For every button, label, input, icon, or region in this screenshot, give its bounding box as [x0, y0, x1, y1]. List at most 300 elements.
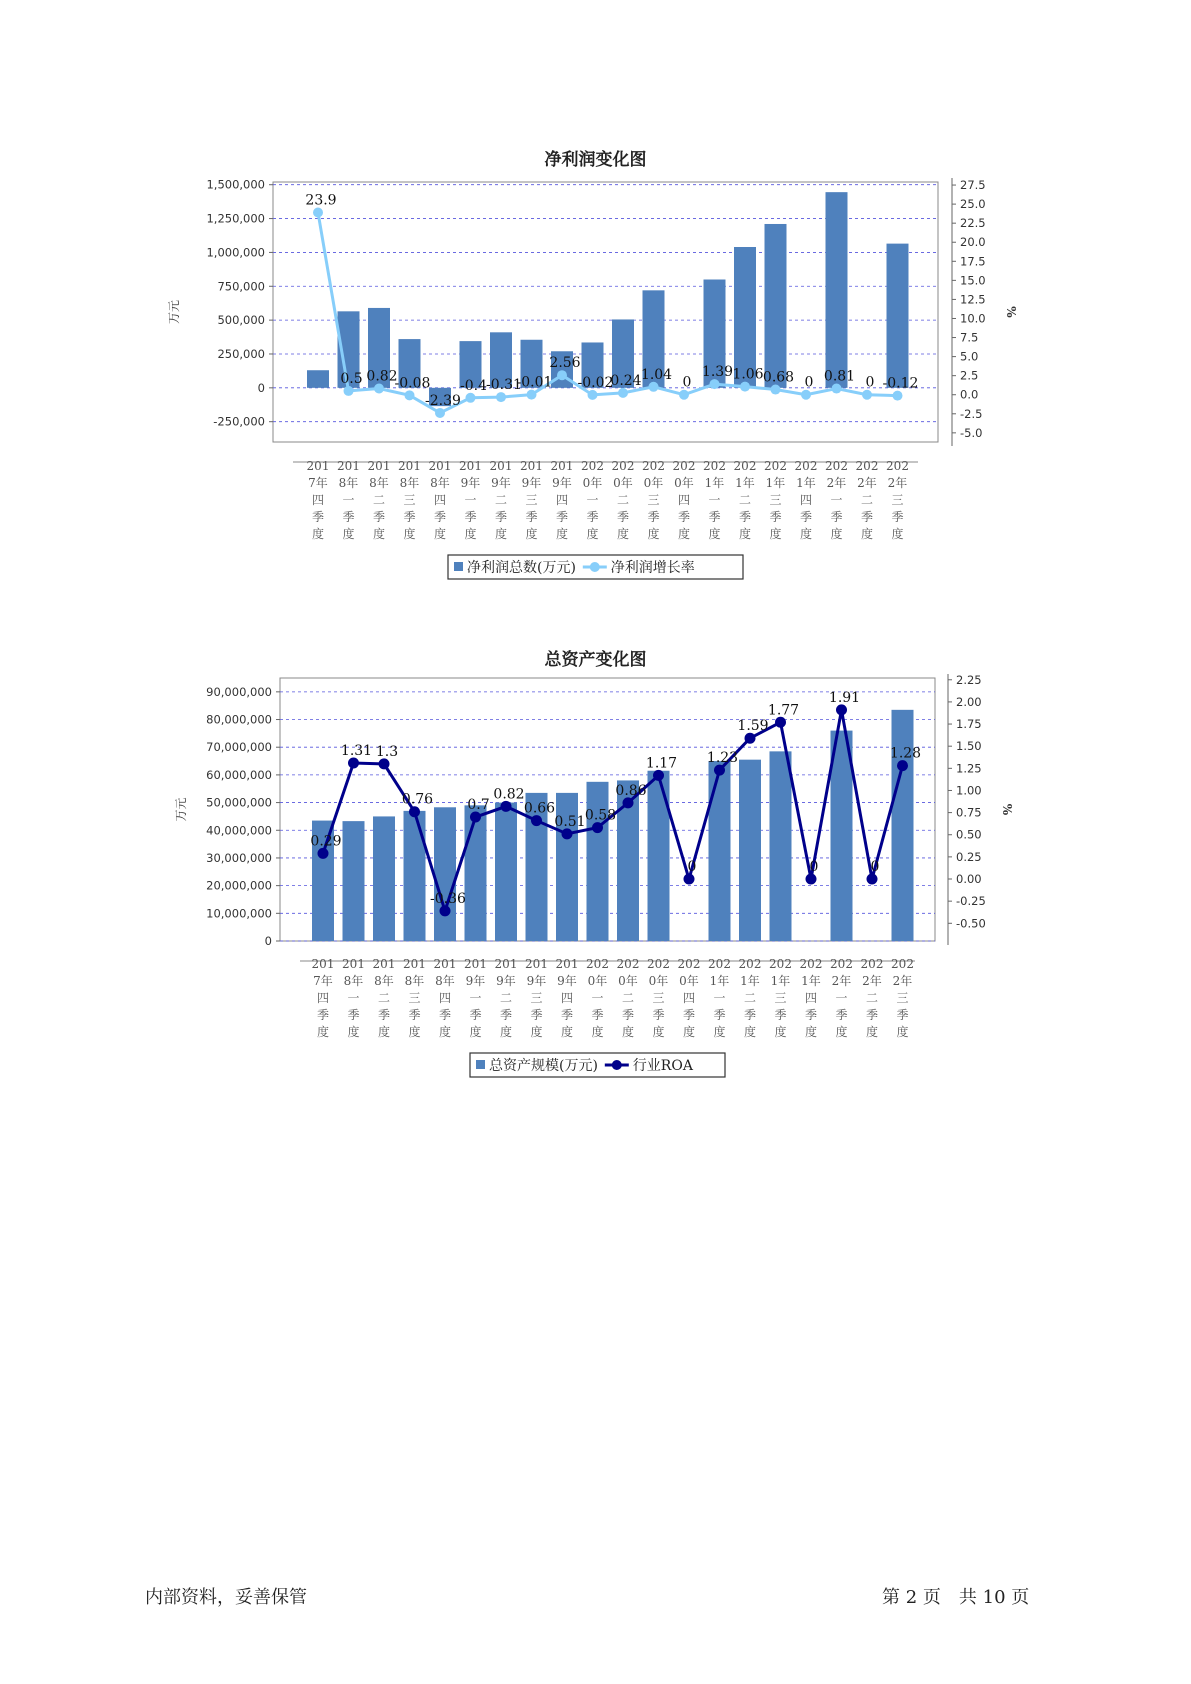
y2-tick-label: 0.50: [956, 827, 982, 842]
y-tick-label: 250,000: [217, 346, 265, 361]
x-tick-label: 四: [799, 493, 813, 507]
bar: [587, 782, 609, 941]
y-tick-label: 90,000,000: [206, 684, 272, 699]
x-tick-label: 季: [433, 510, 447, 524]
x-tick-label: 季: [677, 510, 691, 524]
x-tick-label: 8年: [399, 476, 420, 490]
y2-tick-label: 15.0: [960, 273, 986, 288]
x-tick-label: 0年: [618, 974, 638, 988]
x-tick-label: 一: [464, 493, 477, 507]
x-tick-label: 7年: [308, 476, 328, 490]
x-tick-label: 四: [311, 493, 325, 507]
data-label: 0: [870, 859, 880, 876]
data-label: 0.24: [610, 372, 642, 389]
y-tick-label: 50,000,000: [206, 795, 272, 810]
y2-tick-label: 20.0: [960, 235, 986, 250]
data-label: 0.51: [554, 813, 586, 830]
chart-title-total-assets: 总资产变化图: [544, 650, 647, 670]
y2-tick-label: 25.0: [960, 197, 986, 212]
x-tick-label: 季: [408, 1008, 421, 1022]
x-tick-label: 202: [891, 957, 914, 971]
x-tick-label: 度: [408, 1025, 421, 1039]
x-tick-label: 8年: [435, 974, 455, 988]
data-label: 0.58: [584, 807, 617, 824]
x-tick-label: 度: [738, 527, 752, 541]
x-tick-label: 度: [316, 1025, 330, 1039]
y2-tick-label: 0.75: [956, 805, 982, 820]
legend-bar-label: 总资产规模(万元): [489, 1058, 598, 1074]
footer-page-number: 第 2 页 共 10 页: [882, 1587, 1030, 1608]
data-label: 1.77: [767, 702, 800, 719]
line-point: [867, 874, 878, 885]
x-tick-label: 度: [713, 1025, 726, 1039]
line-point: [832, 384, 842, 394]
x-tick-label: 202: [672, 459, 696, 473]
x-tick-label: 202: [611, 459, 635, 473]
y2-tick-label: -0.50: [956, 916, 986, 931]
x-tick-label: 季: [621, 1008, 635, 1022]
x-tick-label: 三: [652, 991, 665, 1005]
y-tick-label: 80,000,000: [206, 712, 272, 727]
line-point: [714, 765, 725, 776]
x-tick-label: 度: [647, 527, 660, 541]
x-tick-label: 度: [530, 1025, 543, 1039]
x-tick-label: 度: [621, 1025, 635, 1039]
x-tick-label: 季: [865, 1008, 879, 1022]
y2-tick-label: 1.75: [956, 717, 982, 732]
data-label: 0: [809, 859, 819, 876]
x-tick-label: 202: [677, 957, 701, 971]
x-tick-label: 202: [616, 957, 640, 971]
y2-tick-label: 0.0: [960, 387, 979, 402]
x-tick-label: 9年: [521, 476, 542, 490]
data-label: 1.3: [375, 743, 399, 760]
x-tick-label: 季: [469, 1008, 482, 1022]
x-tick-label: 0年: [648, 974, 669, 988]
y-tick-label: 1,000,000: [206, 245, 265, 260]
x-tick-label: 度: [769, 527, 782, 541]
x-tick-label: 201: [525, 957, 548, 971]
x-tick-label: 度: [652, 1025, 665, 1039]
x-tick-label: 0年: [582, 476, 603, 490]
y2-tick-label: 1.50: [956, 739, 982, 754]
x-tick-label: 三: [403, 493, 416, 507]
line-point: [374, 383, 384, 393]
x-tick-label: 一: [713, 991, 726, 1005]
data-label: 0: [804, 374, 814, 391]
bar: [709, 761, 731, 941]
bar: [307, 370, 329, 388]
y-tick-label: 10,000,000: [206, 906, 272, 921]
x-tick-label: 季: [708, 510, 721, 524]
line-point: [440, 905, 451, 916]
y2-tick-label: 2.00: [956, 694, 982, 709]
line-point: [862, 390, 872, 400]
x-tick-label: 度: [469, 1025, 482, 1039]
x-tick-label: 201: [494, 957, 518, 971]
x-tick-label: 二: [865, 991, 879, 1005]
x-tick-label: 四: [555, 493, 569, 507]
x-tick-label: 7年: [313, 974, 333, 988]
x-tick-label: 度: [835, 1025, 848, 1039]
x-tick-label: 8年: [369, 476, 389, 490]
x-tick-label: 1年: [709, 974, 730, 988]
x-tick-label: 二: [621, 991, 635, 1005]
line-point: [836, 704, 847, 715]
x-tick-label: 二: [377, 991, 391, 1005]
x-tick-label: 一: [586, 493, 599, 507]
x-tick-label: 一: [469, 991, 482, 1005]
line-point: [379, 758, 390, 769]
data-label: 1.06: [732, 366, 764, 383]
x-tick-label: 季: [830, 510, 843, 524]
legend-line-marker: [612, 1060, 622, 1070]
x-tick-label: 季: [316, 1008, 330, 1022]
x-tick-label: 9年: [552, 476, 572, 490]
x-tick-label: 度: [555, 527, 569, 541]
x-tick-label: 201: [367, 459, 391, 473]
x-tick-label: 201: [428, 459, 452, 473]
x-tick-label: 度: [403, 527, 416, 541]
x-tick-label: 9年: [491, 476, 511, 490]
data-label: -0.31: [486, 377, 522, 394]
x-tick-label: 201: [337, 459, 360, 473]
y2-tick-label: 0.25: [956, 849, 982, 864]
x-tick-label: 度: [591, 1025, 604, 1039]
x-tick-label: 季: [647, 510, 660, 524]
x-tick-label: 三: [525, 493, 538, 507]
x-tick-label: 0年: [643, 476, 664, 490]
x-tick-label: 四: [438, 991, 452, 1005]
data-label: -0.4: [460, 377, 487, 394]
x-tick-label: 二: [860, 493, 874, 507]
x-tick-label: 0年: [613, 476, 633, 490]
data-label: -0.08: [394, 375, 431, 392]
bar: [373, 816, 395, 941]
line-point: [531, 815, 542, 826]
line-point: [496, 392, 506, 402]
x-tick-label: 季: [499, 1008, 513, 1022]
x-tick-label: 202: [642, 459, 665, 473]
data-label: 1.04: [640, 366, 673, 383]
x-tick-label: 度: [525, 527, 538, 541]
y2-axis-label: %: [1004, 306, 1018, 318]
x-tick-label: 9年: [465, 974, 486, 988]
y2-tick-label: 22.5: [960, 216, 986, 231]
legend-line-marker: [590, 562, 600, 572]
data-label: -2.39: [425, 392, 461, 409]
legend-bar-swatch: [454, 562, 463, 571]
x-tick-label: 季: [804, 1008, 818, 1022]
x-tick-label: 202: [764, 459, 787, 473]
data-label: 1.91: [828, 689, 861, 706]
x-tick-label: 2年: [862, 974, 882, 988]
x-tick-label: 季: [560, 1008, 574, 1022]
y2-tick-label: 2.5: [960, 368, 979, 383]
x-tick-label: 202: [733, 459, 757, 473]
x-tick-label: 四: [682, 991, 696, 1005]
y2-tick-label: 1.25: [956, 761, 982, 776]
x-tick-label: 四: [433, 493, 447, 507]
data-label: 0.29: [310, 833, 342, 850]
x-tick-label: 季: [835, 1008, 848, 1022]
data-label: 1.31: [340, 743, 373, 760]
bar: [434, 807, 456, 941]
line-point: [710, 379, 720, 389]
x-tick-label: 三: [891, 493, 904, 507]
line-point: [618, 388, 628, 398]
line-point: [771, 385, 781, 395]
x-tick-label: 1年: [740, 974, 760, 988]
x-tick-label: 度: [774, 1025, 787, 1039]
x-tick-label: 季: [530, 1008, 543, 1022]
x-tick-label: 季: [591, 1008, 604, 1022]
x-tick-label: 度: [865, 1025, 879, 1039]
line-point: [435, 408, 445, 418]
x-tick-label: 201: [306, 459, 330, 473]
line-point: [801, 390, 811, 400]
x-tick-label: 度: [891, 527, 904, 541]
x-tick-label: 201: [403, 957, 426, 971]
line-point: [405, 390, 415, 400]
line-point: [470, 812, 481, 823]
x-tick-label: 202: [860, 957, 884, 971]
x-tick-label: 202: [703, 459, 726, 473]
data-label: 0.76: [401, 791, 434, 808]
data-label: 1.17: [645, 755, 678, 772]
line-point: [679, 390, 689, 400]
x-tick-label: 季: [525, 510, 538, 524]
legend-line-label: 净利润增长率: [610, 560, 695, 576]
data-label: -0.12: [882, 375, 919, 392]
data-label: 0.68: [762, 369, 795, 386]
x-tick-label: 202: [799, 957, 823, 971]
y-tick-label: 70,000,000: [206, 740, 272, 755]
data-label: 23.9: [305, 192, 337, 209]
x-tick-label: 一: [591, 991, 604, 1005]
bar: [887, 244, 909, 388]
data-label: 1.28: [889, 745, 922, 762]
x-tick-label: 二: [616, 493, 630, 507]
y-tick-label: 60,000,000: [206, 767, 272, 782]
x-tick-label: 一: [830, 493, 843, 507]
data-label: 0.81: [823, 368, 856, 385]
x-tick-label: 季: [799, 510, 813, 524]
x-tick-label: 一: [342, 493, 355, 507]
line-point: [893, 391, 903, 401]
x-tick-label: 季: [713, 1008, 726, 1022]
x-tick-label: 度: [743, 1025, 757, 1039]
x-tick-label: 季: [311, 510, 325, 524]
x-tick-label: 202: [647, 957, 670, 971]
x-tick-label: 度: [347, 1025, 360, 1039]
y-axis-label: 万元: [167, 299, 181, 325]
y-tick-label: 500,000: [217, 313, 265, 328]
line-point: [775, 717, 786, 728]
line-point: [409, 806, 420, 817]
x-tick-label: 一: [708, 493, 721, 507]
line-point: [684, 874, 695, 885]
line-point: [653, 770, 664, 781]
data-label: 0: [682, 374, 692, 391]
x-tick-label: 四: [560, 991, 574, 1005]
y-tick-label: 30,000,000: [206, 850, 272, 865]
x-tick-label: 季: [738, 510, 752, 524]
x-tick-label: 201: [398, 459, 421, 473]
x-tick-label: 度: [708, 527, 721, 541]
x-tick-label: 2年: [826, 476, 847, 490]
line-point: [592, 822, 603, 833]
x-tick-label: 1年: [735, 476, 755, 490]
bar: [465, 805, 487, 941]
line-point: [897, 760, 908, 771]
y2-tick-label: 7.5: [960, 330, 979, 345]
line-point: [527, 390, 537, 400]
bar: [770, 751, 792, 941]
x-tick-label: 四: [804, 991, 818, 1005]
x-tick-label: 度: [896, 1025, 909, 1039]
x-tick-label: 三: [530, 991, 543, 1005]
data-label: 0.86: [615, 782, 647, 799]
line-point: [806, 874, 817, 885]
x-tick-label: 季: [743, 1008, 757, 1022]
x-tick-label: 201: [311, 957, 335, 971]
y2-tick-label: -2.5: [960, 406, 983, 421]
bar: [831, 731, 853, 941]
x-tick-label: 202: [586, 957, 609, 971]
x-tick-label: 季: [860, 510, 874, 524]
y2-tick-label: 0.00: [956, 872, 982, 887]
net-profit-chart: [0, 170, 1191, 600]
data-label: 0.66: [523, 800, 556, 817]
line-point: [588, 390, 598, 400]
chart-title-net-profit: 净利润变化图: [544, 150, 647, 170]
bar: [343, 821, 365, 941]
line-point: [348, 758, 359, 769]
x-tick-label: 季: [891, 510, 904, 524]
legend-bar-swatch: [476, 1060, 485, 1069]
x-tick-label: 201: [489, 459, 513, 473]
x-tick-label: 一: [835, 991, 848, 1005]
line-point: [649, 382, 659, 392]
y2-tick-label: -0.25: [956, 894, 986, 909]
x-tick-label: 度: [499, 1025, 513, 1039]
x-tick-label: 0年: [587, 974, 608, 988]
x-tick-label: 8年: [338, 476, 359, 490]
x-tick-label: 度: [311, 527, 325, 541]
x-tick-label: 度: [438, 1025, 452, 1039]
bar: [404, 811, 426, 941]
x-tick-label: 201: [459, 459, 482, 473]
x-tick-label: 三: [896, 991, 909, 1005]
data-label: 0.82: [366, 368, 398, 385]
x-tick-label: 度: [616, 527, 630, 541]
x-tick-label: 三: [408, 991, 421, 1005]
bar: [826, 192, 848, 388]
data-label: 2.56: [549, 355, 581, 372]
y2-tick-label: -5.0: [960, 425, 983, 440]
footer-confidential-note: 内部资料，妥善保管: [145, 1587, 307, 1608]
x-tick-label: 度: [586, 527, 599, 541]
x-tick-label: 1年: [801, 974, 821, 988]
x-tick-label: 202: [738, 957, 762, 971]
line-point: [344, 386, 354, 396]
y2-tick-label: 17.5: [960, 254, 986, 269]
data-label: 0: [687, 859, 697, 876]
x-tick-label: 季: [494, 510, 508, 524]
x-tick-label: 9年: [460, 476, 481, 490]
line-point: [557, 370, 567, 380]
y-tick-label: 750,000: [217, 279, 265, 294]
x-tick-label: 202: [769, 957, 792, 971]
x-tick-label: 季: [377, 1008, 391, 1022]
data-label: -0.01: [516, 374, 553, 391]
x-tick-label: 2年: [831, 974, 852, 988]
x-tick-label: 8年: [374, 974, 394, 988]
x-tick-label: 二: [372, 493, 386, 507]
x-tick-label: 度: [464, 527, 477, 541]
x-tick-label: 度: [372, 527, 386, 541]
x-tick-label: 一: [347, 991, 360, 1005]
x-tick-label: 二: [743, 991, 757, 1005]
legend-line-label: 行业ROA: [632, 1058, 693, 1074]
total-assets-chart: [0, 668, 1191, 1098]
x-tick-label: 度: [682, 1025, 696, 1039]
y2-tick-label: 10.0: [960, 311, 986, 326]
data-label: 0.82: [493, 786, 525, 803]
x-tick-label: 季: [896, 1008, 909, 1022]
x-tick-label: 202: [708, 957, 731, 971]
x-tick-label: 季: [403, 510, 416, 524]
data-label: 1.23: [706, 750, 739, 767]
x-tick-label: 202: [830, 957, 853, 971]
data-label: 1.59: [737, 718, 769, 735]
x-tick-label: 季: [586, 510, 599, 524]
x-tick-label: 季: [555, 510, 569, 524]
x-tick-label: 201: [550, 459, 574, 473]
x-tick-label: 度: [860, 527, 874, 541]
line-point: [623, 797, 634, 808]
x-tick-label: 三: [647, 493, 660, 507]
x-tick-label: 2年: [892, 974, 913, 988]
x-tick-label: 8年: [404, 974, 425, 988]
x-tick-label: 四: [316, 991, 330, 1005]
x-tick-label: 度: [433, 527, 447, 541]
y2-tick-label: 27.5: [960, 178, 986, 193]
x-tick-label: 9年: [557, 974, 577, 988]
x-tick-label: 202: [581, 459, 604, 473]
line-point: [562, 828, 573, 839]
y2-tick-label: 12.5: [960, 292, 986, 307]
y2-axis-label: %: [1000, 803, 1014, 816]
y2-tick-label: 2.25: [956, 672, 982, 687]
data-label: 0.5: [340, 370, 363, 387]
x-tick-label: 8年: [430, 476, 450, 490]
x-tick-label: 二: [494, 493, 508, 507]
x-tick-label: 2年: [887, 476, 908, 490]
x-tick-label: 季: [616, 510, 630, 524]
line-point: [501, 801, 512, 812]
x-tick-label: 季: [682, 1008, 696, 1022]
y-tick-label: -250,000: [213, 414, 265, 429]
x-tick-label: 度: [342, 527, 355, 541]
y-tick-label: 1,500,000: [206, 177, 265, 192]
x-tick-label: 三: [774, 991, 787, 1005]
bar: [765, 224, 787, 388]
y-tick-label: 0: [264, 934, 272, 948]
x-tick-label: 季: [372, 510, 386, 524]
x-tick-label: 季: [464, 510, 477, 524]
